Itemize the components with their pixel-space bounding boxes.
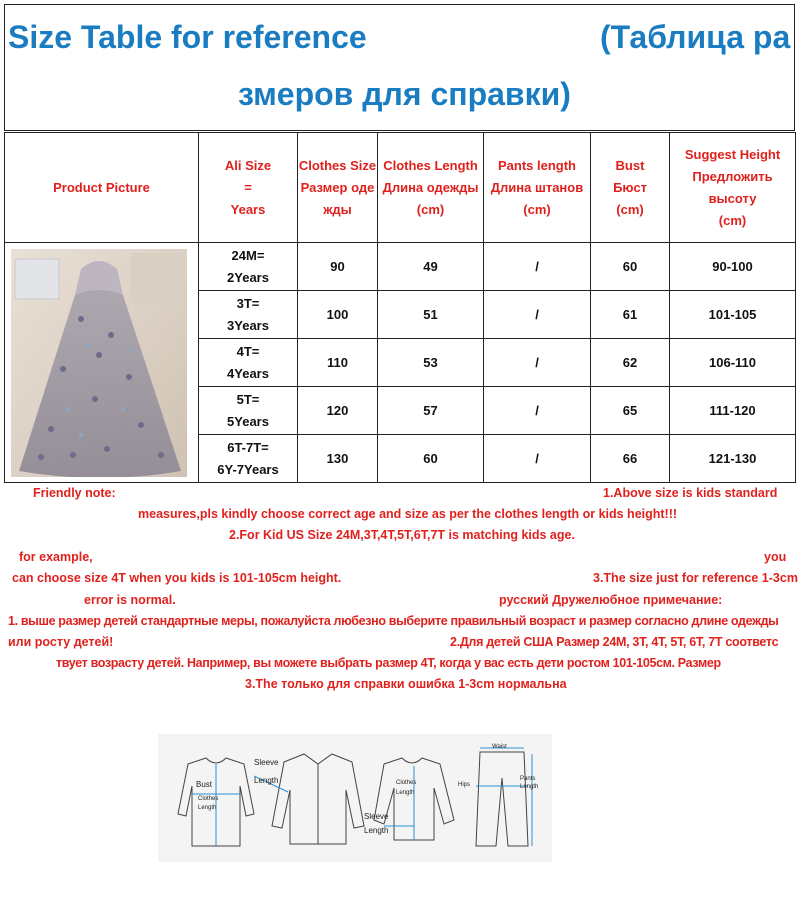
label-pants-length: Length — [520, 784, 539, 790]
cell-suggest-height: 90-100 — [670, 243, 796, 291]
label-bust: Bust — [196, 780, 213, 789]
cell-clothes-size: 110 — [298, 339, 378, 387]
note-line: 2.For Kid US Size 24M,3T,4T,5T,6T,7T is matching kids age. — [229, 528, 575, 542]
cell-clothes-size: 120 — [298, 387, 378, 435]
cell-clothes-size: 100 — [298, 291, 378, 339]
cell-bust: 61 — [591, 291, 670, 339]
label-pants: Pants — [520, 776, 536, 782]
cell-ali-size: 3T= 3Years — [199, 291, 298, 339]
note-line: 1. выше размер детей стандартные меры, пожалуйста любезно выберите правильный возраст и размер согласно длине одежды — [8, 614, 779, 628]
cell-pants-length: / — [484, 243, 591, 291]
cell-clothes-length: 60 — [378, 435, 484, 483]
cell-suggest-height: 111-120 — [670, 387, 796, 435]
cell-clothes-length: 53 — [378, 339, 484, 387]
note-line: русский Дружелюбное примечание: — [499, 593, 723, 607]
header-clothes-length: Clothes Length Длина одежды (cm) — [378, 133, 484, 243]
label-sleeve-length: Length — [364, 826, 389, 835]
cell-pants-length: / — [484, 339, 591, 387]
cell-bust: 65 — [591, 387, 670, 435]
note-line: for example, — [19, 550, 93, 564]
cell-ali-size: 6T-7T= 6Y-7Years — [199, 435, 298, 483]
header-bust: Bust Бюст (cm) — [591, 133, 670, 243]
note-line: или росту детей! — [8, 635, 114, 649]
table-row — [5, 243, 796, 291]
note-heading: Friendly note: — [33, 486, 116, 500]
friendly-note — [0, 483, 800, 699]
cell-clothes-size: 130 — [298, 435, 378, 483]
header-suggest-height: Suggest Height Предложить высоту (cm) — [670, 133, 796, 243]
cell-ali-size: 5T= 5Years — [199, 387, 298, 435]
header-product-picture: Product Picture — [5, 133, 199, 243]
measurement-diagram — [158, 734, 552, 862]
note-line: measures,pls kindly choose correct age and size as per the clothes length or kids height!!! — [138, 507, 678, 521]
table-header-row — [5, 133, 796, 243]
note-line: 2.Для детей США Размер 24M, 3T, 4T, 5T, 6T, 7T соответс — [450, 635, 779, 649]
cell-clothes-size: 90 — [298, 243, 378, 291]
cell-ali-size: 4T= 4Years — [199, 339, 298, 387]
page-title-ru-part2: змеров для справки) — [238, 76, 571, 112]
cell-bust: 66 — [591, 435, 670, 483]
header-pants-length: Pants length Длина штанов (cm) — [484, 133, 591, 243]
cell-pants-length: / — [484, 291, 591, 339]
label-sleeve: Sleeve — [254, 758, 279, 767]
note-line: 3.The size just for reference 1-3cm — [593, 571, 798, 585]
label-length: Length — [396, 790, 415, 796]
cell-pants-length: / — [484, 435, 591, 483]
label-waist: Waist — [492, 744, 507, 750]
cell-clothes-length: 49 — [378, 243, 484, 291]
cell-suggest-height: 101-105 — [670, 291, 796, 339]
cell-clothes-length: 51 — [378, 291, 484, 339]
cell-pants-length: / — [484, 387, 591, 435]
note-line: 3.The только для справки ошибка 1-3cm нормальна — [245, 677, 567, 691]
cell-suggest-height: 106-110 — [670, 339, 796, 387]
header-ali-size: Ali Size = Years — [199, 133, 298, 243]
label-clothes: Clothes — [198, 796, 219, 802]
page-title: Size Table for reference — [8, 19, 367, 55]
note-line: твует возрасту детей. Например, вы можете выбрать размер 4T, когда у вас есть дети ростом 101-105см. Размер — [56, 656, 721, 670]
cell-bust: 60 — [591, 243, 670, 291]
label-clothes: Clothes — [396, 780, 417, 786]
cell-ali-size: 24M= 2Years — [199, 243, 298, 291]
label-sleeve: Sleeve — [364, 812, 389, 821]
label-hips: Hips — [458, 782, 471, 788]
cell-clothes-length: 57 — [378, 387, 484, 435]
product-photo — [11, 249, 187, 477]
note-line: can choose size 4T when you kids is 101-105cm height. — [12, 571, 342, 585]
product-picture-cell — [5, 243, 199, 483]
header-clothes-size: Clothes Size Размер оде жды — [298, 133, 378, 243]
cell-suggest-height: 121-130 — [670, 435, 796, 483]
note-line: error is normal. — [84, 593, 176, 607]
label-length: Length — [198, 805, 217, 811]
page-title-ru-part1: (Таблица ра — [600, 19, 791, 55]
size-table — [4, 132, 796, 483]
note-line: 1.Above size is kids standard — [603, 486, 778, 500]
note-line: you — [764, 550, 787, 564]
label-sleeve-length: Length — [254, 776, 279, 785]
cell-bust: 62 — [591, 339, 670, 387]
